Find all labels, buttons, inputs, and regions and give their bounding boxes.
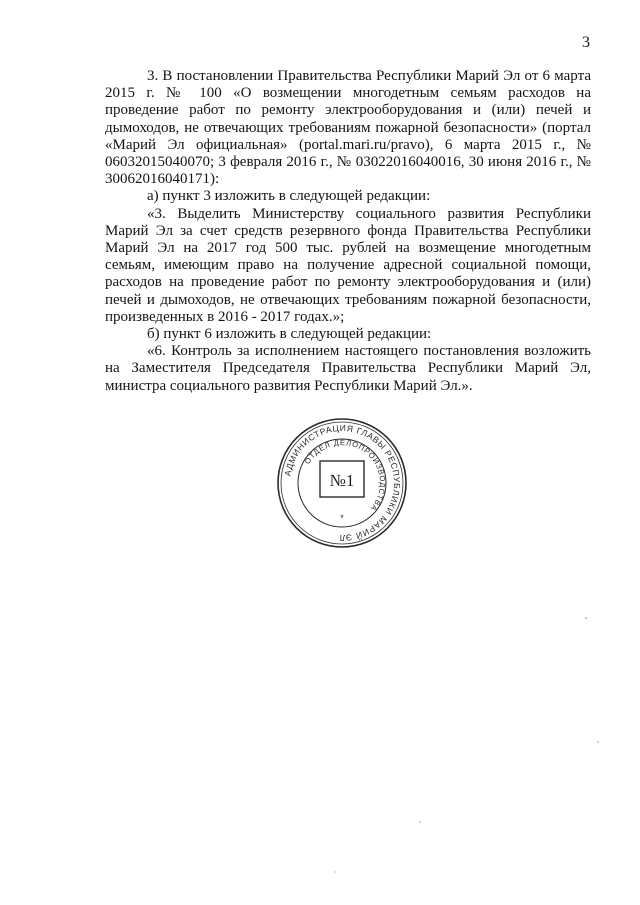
paragraph-item-a: а) пункт 3 изложить в следующей редакции: <box>147 188 431 205</box>
paragraph-item-b: б) пункт 6 изложить в следующей редакции: <box>147 326 432 343</box>
page-number: 3 <box>582 34 590 51</box>
paragraph-item-3-text: «3. Выделить Министерству социального развития Республики Марий Эл за счет средств резервного фонда Правительства Республики Марий Эл на 2017 год 500 тыс. рублей на возмещение многодетным семьям, имеющим право на получение адресной социальной помощи, расходов на проведение работ по ремонту электрооборудования и (или) печей и дымоходов, не отвечающих требованиям пожарной безопасности, произведенных в 2016 - 2017 годах.»; <box>105 205 591 325</box>
stamp-star: * <box>340 513 344 523</box>
office-seal-stamp <box>274 415 410 551</box>
stamp-inner-text: ОТДЕЛ ДЕЛОПРОИЗВОДСТВА <box>302 437 388 514</box>
stamp-outer-text: АДМИНИСТРАЦИЯ ГЛАВЫ РЕСПУБЛИКИ МАРИЙ ЭЛ <box>282 422 403 544</box>
stamp-number: №1 <box>329 471 355 490</box>
paragraph-item-6-text: «6. Контроль за исполнением настоящего постановления возложить на Заместителя Председателя Правительства Республики Марий Эл, министра социального развития Республики Марий Эл.». <box>105 343 591 394</box>
paragraph-amendment-intro: 3. В постановлении Правительства Республики Марий Эл от 6 марта 2015 г. № 100 «О возмещении многодетным семьям расходов на проведение работ по ремонту электрооборудования и (или) печей и дымоходов, не отвечающих требованиям пожарной безопасности» (портал «Марий Эл официальная» (portal.mari.ru/pravo), 6 марта 2015 г., № 06032015040070; 3 февраля 2016 г., № 03022016040016, 30 июня 2016 г., № 30062016040171): <box>105 68 591 188</box>
document-body <box>105 68 591 395</box>
